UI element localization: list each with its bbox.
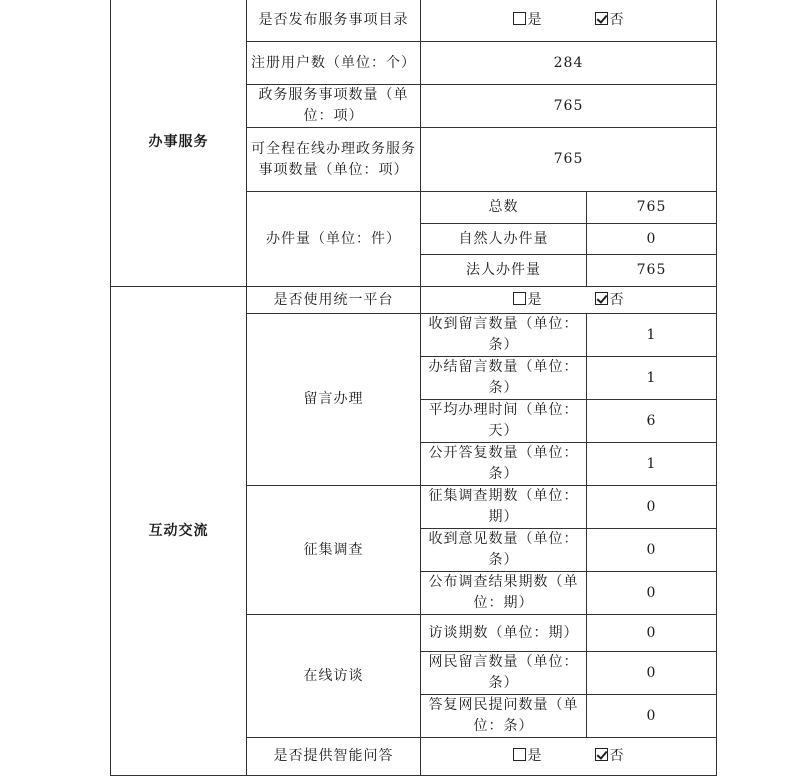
smart-qa-label: 是否提供智能问答 — [247, 738, 421, 776]
interview-row-label: 答复网民提问数量（单位：条） — [421, 695, 587, 738]
registered-users-value: 284 — [421, 42, 717, 85]
message-row-label: 办结留言数量（单位：条） — [421, 357, 587, 400]
option-yes[interactable]: 是 — [513, 290, 543, 311]
interview-row-value: 0 — [587, 695, 717, 738]
survey-label: 征集调查 — [247, 486, 421, 615]
statistics-table — [110, 0, 717, 776]
catalog-label: 是否发布服务事项目录 — [247, 0, 421, 42]
case-volume-row-label: 总数 — [421, 192, 587, 224]
case-volume-row-value: 765 — [587, 255, 717, 287]
case-volume-label: 办件量（单位：件） — [247, 192, 421, 287]
checkbox-unchecked-icon — [513, 748, 526, 761]
case-volume-row-label: 法人办件量 — [421, 255, 587, 287]
option-yes[interactable]: 是 — [513, 10, 543, 31]
option-no[interactable]: 否 — [595, 746, 625, 767]
case-volume-row-value: 0 — [587, 224, 717, 255]
online-interview-label: 在线访谈 — [247, 615, 421, 738]
section-office-service: 办事服务 — [111, 0, 247, 287]
catalog-options — [421, 0, 717, 42]
checkbox-checked-icon — [595, 12, 608, 25]
section-interaction: 互动交流 — [111, 287, 247, 776]
message-handling-label: 留言办理 — [247, 314, 421, 486]
survey-row-value: 0 — [587, 572, 717, 615]
case-volume-row-value: 765 — [587, 192, 717, 224]
interview-row-value: 0 — [587, 615, 717, 652]
checkbox-checked-icon — [595, 292, 608, 305]
survey-row-value: 0 — [587, 529, 717, 572]
interview-row-value: 0 — [587, 652, 717, 695]
message-row-label: 收到留言数量（单位：条） — [421, 314, 587, 357]
smart-qa-options — [421, 738, 717, 776]
message-row-value: 1 — [587, 357, 717, 400]
checkbox-unchecked-icon — [513, 12, 526, 25]
message-row-label: 平均办理时间（单位：天） — [421, 400, 587, 443]
message-row-label: 公开答复数量（单位：条） — [421, 443, 587, 486]
message-row-value: 6 — [587, 400, 717, 443]
survey-row-label: 公布调查结果期数（单位：期） — [421, 572, 587, 615]
platform-options — [421, 287, 717, 314]
survey-row-label: 收到意见数量（单位：条） — [421, 529, 587, 572]
checkbox-unchecked-icon — [513, 292, 526, 305]
case-volume-row-label: 自然人办件量 — [421, 224, 587, 255]
online-items-value: 765 — [421, 128, 717, 192]
option-no[interactable]: 否 — [595, 290, 625, 311]
checkbox-checked-icon — [595, 748, 608, 761]
message-row-value: 1 — [587, 443, 717, 486]
option-no[interactable]: 否 — [595, 10, 625, 31]
service-items-label: 政务服务事项数量（单位：项） — [247, 85, 421, 128]
survey-row-label: 征集调查期数（单位：期） — [421, 486, 587, 529]
survey-row-value: 0 — [587, 486, 717, 529]
interview-row-label: 访谈期数（单位：期） — [421, 615, 587, 652]
registered-users-label: 注册用户数（单位：个） — [247, 42, 421, 85]
interview-row-label: 网民留言数量（单位：条） — [421, 652, 587, 695]
message-row-value: 1 — [587, 314, 717, 357]
option-yes[interactable]: 是 — [513, 746, 543, 767]
service-items-value: 765 — [421, 85, 717, 128]
platform-label: 是否使用统一平台 — [247, 287, 421, 314]
online-items-label: 可全程在线办理政务服务事项数量（单位：项） — [247, 128, 421, 192]
